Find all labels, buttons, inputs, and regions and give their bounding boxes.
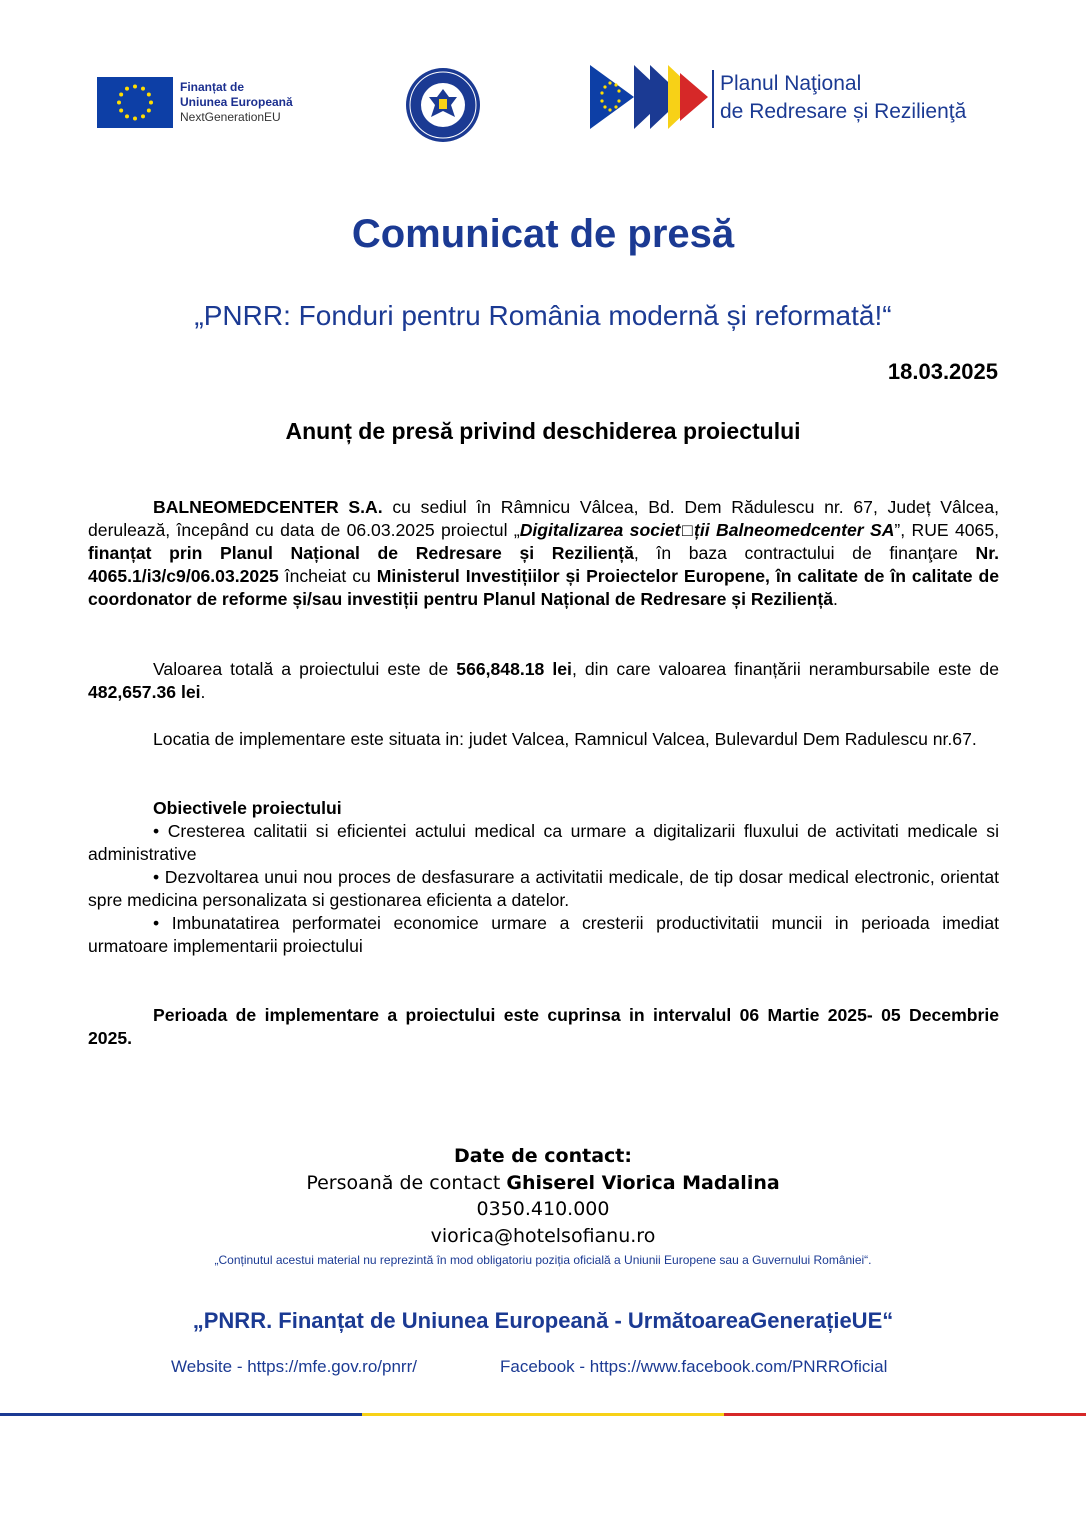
press-release-date: 18.03.2025	[887, 359, 998, 384]
footer-bar-blue	[0, 1413, 362, 1416]
eu-star-icon	[141, 114, 145, 118]
footer-bar-yellow	[362, 1413, 724, 1416]
contact-email[interactable]: viorica@hotelsofianu.ro	[430, 1224, 656, 1247]
p1-text-4: încheiat cu	[278, 566, 377, 586]
contact-person-line	[0, 1170, 1086, 1197]
website-link[interactable]: Website - https://mfe.gov.ro/pnrr/	[171, 1357, 417, 1376]
eu-funding-label	[180, 80, 293, 125]
eu-star-icon	[125, 87, 129, 91]
objectives-title: Obiectivele proiectului	[153, 798, 342, 818]
objective-item: • Dezvoltarea unui nou proces de desfasurare a activitatii medicale, de tip dosar medical electronic, orientat spre medicina personalizata si gestionarea eficienta a datelor.	[88, 867, 999, 910]
p2-text-1: Valoarea totală a proiectului este de	[153, 659, 457, 679]
pnrr-title-line-1: Planul Naţional	[720, 72, 862, 95]
pnrr-logo-divider	[712, 70, 714, 128]
eu-line-2: Uniunea Europeană	[180, 95, 293, 109]
page-title: Comunicat de presă	[351, 212, 735, 256]
objective-item: • Imbunatatirea performatei economice urmare a cresterii productivitatii muncii in perioada imediat urmatoare implementarii proiectului	[88, 913, 999, 956]
eu-star-icon	[141, 87, 145, 91]
footer-bar-red	[724, 1413, 1086, 1416]
pnrr-title-line-2: de Redresare și Rezilienţă	[720, 100, 967, 123]
contact-section	[0, 1143, 1086, 1249]
government-seal-logo	[405, 67, 481, 143]
announcement-heading: Anunț de presă privind deschiderea proiectului	[285, 418, 801, 444]
eu-star-icon	[147, 93, 151, 97]
eu-star-icon	[119, 109, 123, 113]
company-name: BALNEOMEDCENTER S.A.	[153, 497, 383, 517]
paragraph-location	[88, 728, 999, 751]
objectives-section	[88, 797, 999, 958]
paragraph-project-description	[88, 496, 999, 611]
eu-star-icon	[147, 109, 151, 113]
eu-flag-logo	[97, 77, 173, 128]
eu-star-icon	[119, 93, 123, 97]
p1-text-3: , în baza contractului de finanţare	[633, 543, 976, 563]
contact-title: Date de contact:	[454, 1145, 632, 1167]
pnrr-logo	[590, 63, 710, 131]
paragraph-period	[88, 1004, 999, 1050]
contact-phone: 0350.410.000	[476, 1198, 610, 1220]
contact-person-label: Persoană de contact	[306, 1171, 507, 1194]
eu-line-3: NextGenerationEU	[180, 110, 281, 124]
eu-line-1: Finanțat de	[180, 80, 245, 94]
disclaimer: „Conținutul acestui material nu reprezintă în mod obligatoriu poziția oficială a Uniunii Europene sau a Guvernului României“.	[214, 1253, 872, 1267]
eu-star-icon	[125, 114, 129, 118]
p1-text-1: cu sediul în Râmnicu Vâlcea, Bd. Dem Rădulescu nr. 67, Județ Vâlcea, derulează, începând cu data de 06.03.2025 proiectul „	[88, 497, 999, 540]
pnrr-logo-title	[720, 70, 966, 126]
ministry-name: Ministerul Investițiilor și Proiectelor Europene, în calitate de în calitate de coordonator de reforme și/sau investiții pentru Planul Național de Redresare și Reziliență	[88, 566, 999, 609]
eu-star-icon	[133, 117, 137, 121]
paragraph-project-value	[88, 658, 999, 704]
p1-text-5: .	[833, 589, 838, 609]
eu-star-icon	[133, 85, 137, 89]
location-text: Locatia de implementare este situata in: judet Valcea, Ramnicul Valcea, Bulevardul Dem Radulescu nr.67.	[153, 729, 977, 749]
eu-star-icon	[117, 101, 121, 105]
contract-number: Nr. 4065.1/i3/c9/06.03.2025	[88, 543, 999, 586]
grant-value: 482,657.36 lei	[88, 682, 201, 702]
eu-star-icon	[149, 101, 153, 105]
implementation-period: Perioada de implementare a proiectului este cuprinsa in intervalul 06 Martie 2025- 05 Decembrie 2025.	[88, 1005, 999, 1048]
project-name: Digitalizarea societ□ții Balneomedcenter SA	[519, 520, 895, 540]
footer-slogan: „PNRR. Finanțat de Uniunea Europeană - UrmătoareaGenerațieUE“	[192, 1308, 894, 1333]
page-subtitle: „PNRR: Fonduri pentru România modernă și reformată!“	[194, 300, 892, 331]
p2-text-3: .	[200, 682, 206, 702]
total-value: 566,848.18 lei	[456, 659, 572, 679]
p2-text-2: , din care valoarea finanțării nerambursabile este de	[571, 659, 999, 679]
facebook-link[interactable]: Facebook - https://www.facebook.com/PNRROficial	[500, 1357, 888, 1376]
p1-text-2: ”, RUE 4065,	[894, 520, 999, 540]
funding-source: finanțat prin Planul Național de Redresare și Reziliență	[88, 543, 634, 563]
objective-item: • Cresterea calitatii si eficientei actului medical ca urmare a digitalizarii fluxului de activitati medicale si administrative	[88, 821, 999, 864]
contact-person-name: Ghiserel Viorica Madalina	[506, 1171, 780, 1194]
